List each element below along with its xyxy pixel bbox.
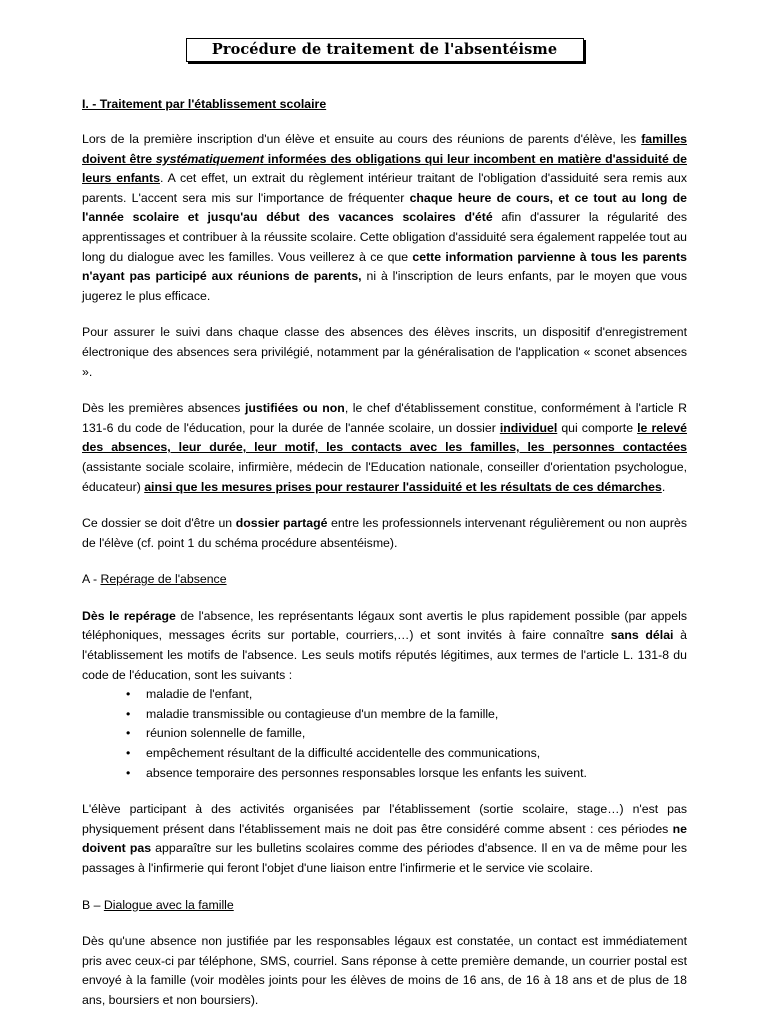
paragraph-information-familles: Lors de la première inscription d'un élève et ensuite au cours des réunions de parents d'élève, les familles doivent être systématiquement informées des obligations qui leur incombent en matière d'assiduité de leurs enfants. A cet effet, un extrait du règlement intérieur traitant de l'obligation d'assiduité sera remis aux parents. L'accent sera mis sur l'importance de fréquenter chaque heure de cours, et ce tout au long de l'année scolaire et jusqu'au début des vacances scolaires d'été afin d'assurer la régularité des apprentissages et contribuer à la réussite scolaire. Cette obligation d'assiduité sera également rappelée tout au long du dialogue avec les familles. Vous veillerez à ce que cette information parvienne à tous les parents n'ayant pas participé aux réunions de parents, ni à l'inscription de leurs enfants, par le moyen que vous jugerez le plus efficace. bbox=[82, 132, 688, 303]
list-item: • maladie de l'enfant, bbox=[126, 685, 687, 705]
motifs-list bbox=[82, 685, 687, 783]
subsection-a-heading: A - Repérage de l'absence bbox=[82, 572, 227, 587]
list-item: • empêchement résultant de la difficulté accidentelle des communications, bbox=[126, 744, 687, 764]
list-item: • réunion solennelle de famille, bbox=[126, 724, 687, 744]
document-title: Procédure de traitement de l'absentéisme bbox=[186, 38, 584, 62]
paragraph-suivi-absences: Pour assurer le suivi dans chaque classe des absences des élèves inscrits, un dispositif d'enregistrement électronique des absences sera privilégié, notamment par la généralisation de l'application « sconet absences ». bbox=[82, 325, 687, 379]
paragraph-activites: L'élève participant à des activités organisées par l'établissement (sortie scolaire, stage…) n'est pas physiquement présent dans l'établissement mais ne doit pas être considéré comme absent : ces périodes ne doivent pas apparaître sur les bulletins scolaires comme des périodes d'absence. Il en va de même pour les passages à l'infirmerie qui feront l'objet d'une liaison entre l'infirmerie et le service vie scolaire. bbox=[82, 802, 687, 875]
list-item: • maladie transmissible ou contagieuse d'un membre de la famille, bbox=[126, 705, 687, 725]
document-page bbox=[82, 38, 687, 1011]
paragraph-dialogue: Dès qu'une absence non justifiée par les responsables légaux est constatée, un contact est immédiatement pris avec ceux-ci par téléphone, SMS, courriel. Sans réponse à cette première demande, un courrier postal est envoyé à la famille (voir modèles joints pour les élèves de moins de 16 ans, de 16 à 18 ans et de plus de 18 ans, boursiers et non boursiers). bbox=[82, 934, 687, 1007]
paragraph-dossier-partage: Ce dossier se doit d'être un dossier partagé entre les professionnels intervenant régulièrement ou non auprès de l'élève (cf. point 1 du schéma procédure absentéisme). bbox=[82, 516, 687, 550]
paragraph-dossier-individuel: Dès les premières absences justifiées ou non, le chef d'établissement constitue, conformément à l'article R 131-6 du code de l'éducation, pour la durée de l'année scolaire, un dossier individuel qui comporte le relevé des absences, leur durée, leur motif, les contacts avec les familles, les personnes contactées (assistante sociale scolaire, infirmière, médecin de l'Education nationale, conseiller d'orientation psychologue, éducateur) ainsi que les mesures prises pour restaurer l'assiduité et les résultats de ces démarches. bbox=[82, 401, 688, 494]
paragraph-reperage: Dès le repérage de l'absence, les représentants légaux sont avertis le plus rapidement possible (par appels téléphoniques, messages écrits sur portable, courriers,…) et sont invités à faire connaître sans délai à l'établissement les motifs de l'absence. Les seuls motifs réputés légitimes, aux termes de l'article L. 131-8 du code de l'éducation, sont les suivants : bbox=[82, 608, 687, 682]
section-heading: I. - Traitement par l'établissement scolaire bbox=[82, 97, 327, 111]
subsection-b-heading: B – Dialogue avec la famille bbox=[82, 897, 234, 912]
list-item: • absence temporaire des personnes responsables lorsque les enfants les suivent. bbox=[126, 764, 687, 784]
